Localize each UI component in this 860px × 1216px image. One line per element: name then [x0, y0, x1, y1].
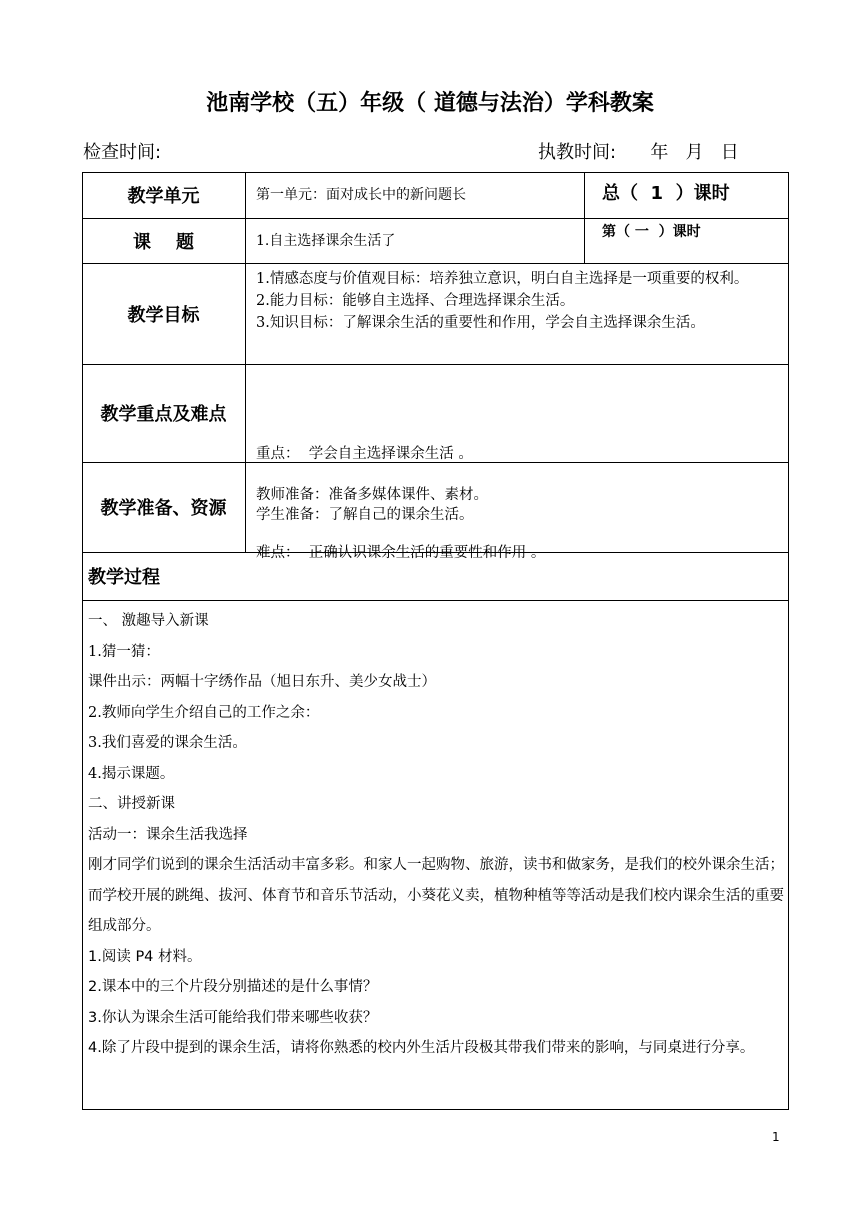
preparation-content — [256, 485, 784, 525]
process-line: 2.教师向学生介绍自己的工作之余： — [88, 704, 320, 721]
question-item: 1.阅读 P4 材料。 — [88, 948, 202, 965]
question-item: 4.除了片段中提到的课余生活，请将你熟悉的校内外生活片段极其带我们带来的影响，与同桌进行分享。 — [88, 1040, 755, 1056]
teach-time-label: 执教时间: 年 月 日 — [538, 142, 739, 163]
process-line: 活动一：课余生活我选择 — [88, 826, 248, 843]
total-hours: 总（ 1 ）课时 — [602, 183, 730, 204]
unit-label: 教学单元 — [127, 186, 200, 207]
difficult-point: 难点： 正确认识课余生活的重要性和作用 。 — [256, 545, 546, 561]
teaching-process — [88, 606, 785, 1064]
key-points-label: 教学重点及难点 — [100, 404, 227, 425]
table-line — [82, 1109, 789, 1110]
goal-item: 1.情感态度与价值观目标：培养独立意识，明白自主选择是一项重要的权利。 — [256, 271, 749, 287]
table-line — [788, 172, 789, 1110]
process-line: 4.揭示课题。 — [88, 765, 175, 782]
key-point: 重点： 学会自主选择课余生活 。 — [256, 446, 473, 462]
table-line — [245, 172, 246, 552]
check-time-label: 检查时间: — [83, 142, 162, 163]
process-paragraph: 刚才同学们说到的课余生活活动丰富多彩。和家人一起购物、旅游，读书和做家务，是我们的校外课余生活；而学校开展的跳绳、拔河、体育节和音乐节活动，小葵花义卖，植物种植等等活动是我们校内课余生活的重要组成部分。 — [88, 857, 784, 934]
table-line — [584, 172, 585, 263]
process-line: 一、 激趣导入新课 — [88, 613, 209, 629]
process-line: 1.猜一猜： — [88, 643, 160, 660]
question-item: 3.你认为课余生活可能给我们带来哪些收获？ — [88, 1009, 378, 1026]
teacher-prep: 教师准备：准备多媒体课件、素材。 — [256, 487, 488, 503]
question-item: 2.课本中的三个片段分别描述的是什么事情？ — [88, 979, 378, 995]
topic-label: 课 题 — [132, 231, 195, 253]
student-prep: 学生准备：了解自己的课余生活。 — [256, 507, 474, 523]
page-number: 1 — [772, 1130, 780, 1144]
goal-item: 3.知识目标：了解课余生活的重要性和作用，学会自主选择课余生活。 — [256, 315, 705, 331]
lesson-number: 第（ 一 ）课时 — [602, 224, 701, 240]
process-line: 课件出示：两幅十字绣作品（旭日东升、美少女战士） — [88, 674, 436, 690]
process-label: 教学过程 — [88, 567, 160, 588]
goals-content — [256, 268, 784, 334]
preparation-label: 教学准备、资源 — [100, 498, 227, 519]
unit-value: 第一单元：面对成长中的新问题长 — [256, 187, 466, 203]
process-line: 3.我们喜爱的课余生活。 — [88, 735, 247, 751]
topic-value: 1.自主选择课余生活了 — [256, 233, 396, 249]
process-line: 二、讲授新课 — [88, 796, 175, 812]
goal-item: 2.能力目标：能够自主选择、合理选择课余生活。 — [256, 293, 575, 309]
goals-label: 教学目标 — [127, 304, 200, 326]
page-title: 池南学校（五）年级（ 道德与法治）学科教案 — [206, 91, 654, 116]
